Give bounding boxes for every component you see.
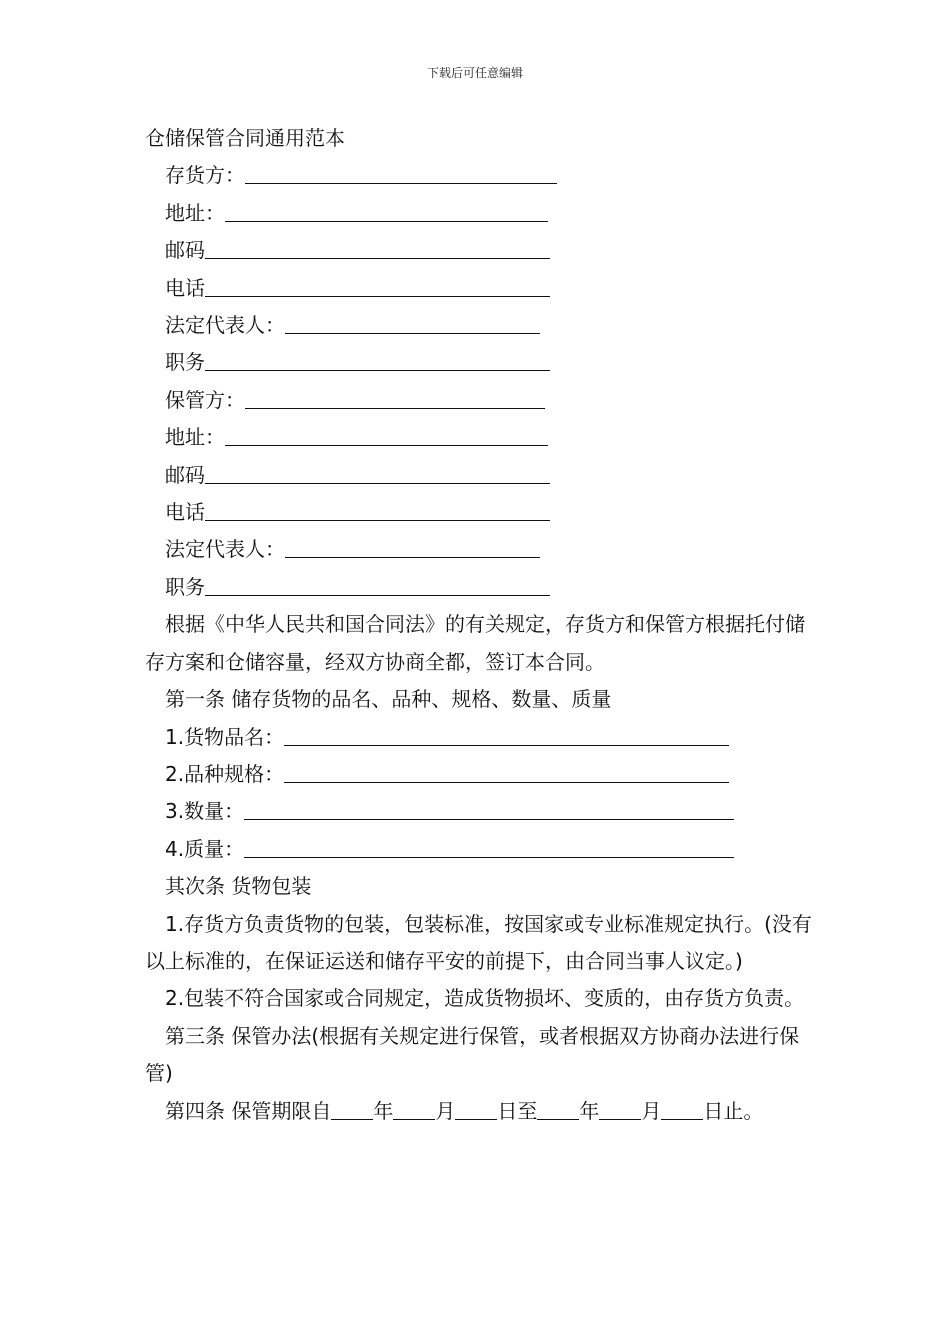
contract-body	[145, 120, 815, 1130]
item-label: 1.货物品名：	[165, 724, 285, 749]
fill-blank[interactable]	[225, 201, 548, 222]
month-blank[interactable]	[393, 1099, 435, 1120]
article-2-paragraph-1: 1.存货方负责货物的包装，包装标准，按国家或专业标准规定执行。(没有以上标准的，在保证运送和储存平安的前提下，由合同当事人议定。)	[145, 911, 812, 973]
article-3-paragraph: 第三条 保管办法(根据有关规定进行保管，或者根据双方协商办法进行保管)	[145, 1023, 800, 1086]
fill-blank[interactable]	[244, 799, 734, 820]
depositor-phone-line	[145, 270, 815, 307]
fill-blank[interactable]	[205, 500, 550, 521]
field-label: 法定代表人：	[165, 313, 285, 338]
article-2-paragraph-2: 2.包装不符合国家或合同规定，造成货物损坏、变质的，由存货方负责。	[165, 986, 805, 1011]
field-label: 邮码	[165, 462, 205, 487]
month-label: 月	[641, 1098, 662, 1123]
end-label: 日止。	[703, 1098, 764, 1123]
article-1-item	[145, 831, 815, 868]
item-label: 3.数量：	[165, 799, 245, 824]
page-header-note: 下载后可任意编辑	[426, 66, 523, 80]
intro-paragraph: 根据《中华人民共和国合同法》的有关规定，存货方和保管方根据托付储存方案和仓储容量，经双方协商全都，签订本合同。	[145, 612, 805, 674]
field-label: 保管方：	[165, 387, 245, 412]
fill-blank[interactable]	[205, 575, 550, 596]
custodian-postcode-line	[145, 457, 815, 494]
depositor-position-line	[145, 344, 815, 381]
custodian-line	[145, 382, 815, 419]
fill-blank[interactable]	[205, 276, 550, 297]
field-label: 地址：	[165, 200, 225, 225]
fill-blank[interactable]	[285, 313, 540, 334]
article-4-prefix: 第四条 保管期限自	[165, 1098, 332, 1123]
article-1-item	[145, 719, 815, 756]
field-label: 地址：	[165, 425, 225, 450]
fill-blank[interactable]	[245, 163, 557, 184]
custodian-position-line	[145, 569, 815, 606]
month-blank[interactable]	[599, 1099, 641, 1120]
month-label: 月	[435, 1098, 456, 1123]
article-2-heading: 其次条 货物包装	[165, 874, 312, 899]
fill-blank[interactable]	[245, 388, 545, 409]
depositor-postcode-line	[145, 232, 815, 269]
day-blank[interactable]	[455, 1099, 497, 1120]
field-label: 电话	[165, 500, 205, 525]
depositor-line	[145, 157, 815, 194]
day-to-label: 日至	[497, 1098, 538, 1123]
document-title: 仓储保管合同通用范本	[145, 126, 345, 150]
fill-blank[interactable]	[284, 762, 729, 783]
field-label: 职务	[165, 350, 205, 375]
article-4-line	[145, 1093, 815, 1130]
fill-blank[interactable]	[205, 463, 550, 484]
fill-blank[interactable]	[285, 537, 540, 558]
day-blank[interactable]	[661, 1099, 703, 1120]
field-label: 存货方：	[165, 163, 245, 188]
year-blank[interactable]	[331, 1099, 373, 1120]
field-label: 邮码	[165, 238, 205, 263]
depositor-legal-rep-line	[145, 307, 815, 344]
fill-blank[interactable]	[225, 425, 548, 446]
year-label: 年	[579, 1098, 600, 1123]
year-blank[interactable]	[537, 1099, 579, 1120]
item-label: 4.质量：	[165, 836, 245, 861]
fill-blank[interactable]	[205, 238, 550, 259]
article-1-item	[145, 793, 815, 830]
custodian-address-line	[145, 419, 815, 456]
field-label: 职务	[165, 574, 205, 599]
fill-blank[interactable]	[244, 837, 734, 858]
fill-blank[interactable]	[205, 350, 550, 371]
depositor-address-line	[145, 195, 815, 232]
article-1-heading: 第一条 储存货物的品名、品种、规格、数量、质量	[165, 687, 612, 712]
field-label: 电话	[165, 275, 205, 300]
item-label: 2.品种规格：	[165, 761, 285, 786]
fill-blank[interactable]	[284, 725, 729, 746]
custodian-phone-line	[145, 494, 815, 531]
field-label: 法定代表人：	[165, 537, 285, 562]
custodian-legal-rep-line	[145, 531, 815, 568]
article-1-item	[145, 756, 815, 793]
year-label: 年	[373, 1098, 394, 1123]
